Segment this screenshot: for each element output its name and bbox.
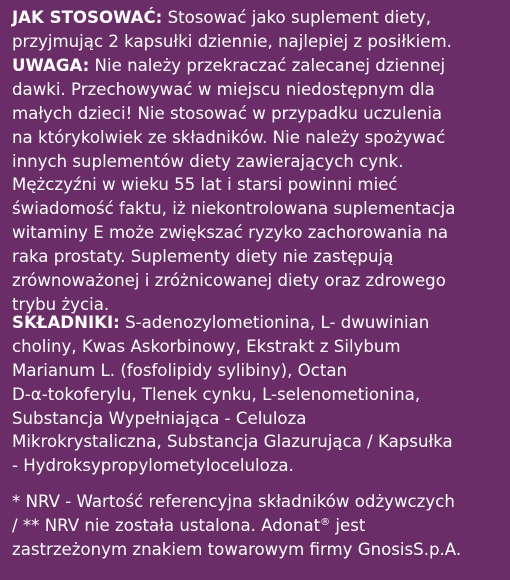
ingredients-line: - Hydroksypropylometyloceluloza.	[12, 456, 294, 476]
warning-line: małych dzieci! Nie stosować w przypadku uczulenia	[12, 103, 443, 123]
warning-line: witaminy E może zwiększać ryzyko zachorowania na	[12, 223, 449, 243]
usage-line-2: przyjmując 2 kapsułki dziennie, najlepiej z posiłkiem.	[12, 31, 452, 51]
ingredients-line: Substancja Wypełniająca - Celuloza	[12, 408, 307, 428]
warning-line: Mężczyźni w wieku 55 lat i starsi powinni mieć	[12, 175, 398, 195]
warning-line-1	[12, 54, 502, 78]
footnote-line-1: * NRV - Wartość referencyjna składników odżywczych	[12, 492, 455, 511]
warning-line: innych suplementów diety zawierających cynk.	[12, 151, 404, 171]
warning-line: na którykolwiek ze składników. Nie należy spożywać	[12, 127, 446, 147]
footnote-text-after: jest	[330, 515, 366, 535]
footnote-line-2	[12, 514, 502, 538]
registered-mark: ®	[320, 516, 331, 528]
warning-line: zrównoważonej i zróżnicowanej diety oraz zdrowego	[12, 271, 446, 291]
warning-line: raka prostaty. Suplementy diety nie zastępują	[12, 247, 394, 267]
ingredients-text-1: S-adenozylometionina, L- dwuwinian	[119, 313, 430, 332]
warning-line: dawki. Przechowywać w miejscu niedostępnym dla	[12, 79, 435, 99]
warning-heading: UWAGA:	[12, 56, 90, 75]
usage-heading: JAK STOSOWAĆ:	[12, 8, 163, 27]
footnote-section	[12, 490, 502, 562]
warning-line: trybu życia.	[12, 294, 110, 314]
ingredients-line: D-α-tokoferylu, Tlenek cynku, L-selenometionina,	[12, 384, 421, 404]
usage-section	[12, 6, 502, 54]
ingredients-heading: SKŁADNIKI:	[12, 313, 120, 332]
usage-line-1	[12, 6, 502, 30]
footnote-line-3: zastrzeżonym znakiem towarowym firmy GnosisS.p.A.	[12, 539, 462, 559]
ingredients-line: Marianum L. (fosfolipidy sylibiny), Octan	[12, 360, 348, 380]
usage-text-1: Stosować jako suplement diety,	[162, 8, 432, 27]
ingredients-line: Mikrokrystaliczna, Substancja Glazurująca / Kapsułka	[12, 432, 453, 452]
ingredients-line: choliny, Kwas Askorbinowy, Ekstrakt z Silybum	[12, 336, 401, 356]
warning-text-1: Nie należy przekraczać zalecanej dziennej	[89, 56, 446, 75]
ingredients-section	[12, 311, 502, 478]
ingredients-line-1	[12, 311, 502, 335]
warning-line: świadomość faktu, iż niekontrolowana suplementacja	[12, 199, 456, 219]
footnote-text-before: / ** NRV nie została ustalona. Adonat	[12, 515, 321, 535]
warning-section	[12, 54, 502, 317]
